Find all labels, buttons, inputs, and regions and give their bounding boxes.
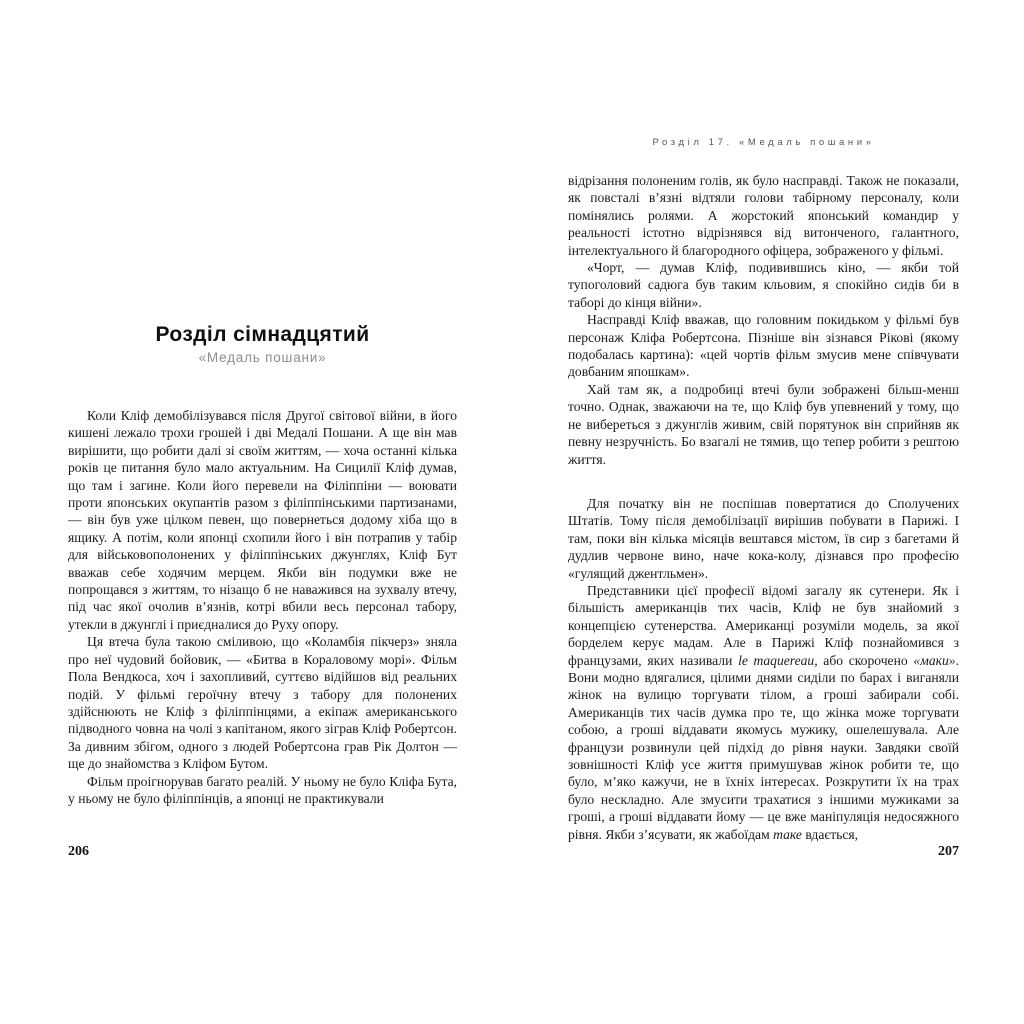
running-header: Розділ 17. «Медаль пошани» — [652, 137, 875, 148]
left-page-body-text — [68, 407, 457, 807]
text-run: Ця втеча була такою сміливою, що «Коламбія пікчерз» зняла про неї чудовий бойовик, — «Битва в Кораловому морі». Фільм Пола Вендкоса, хоч і захопливий, суттєво відійшов від реальних подій. У фільмі героїчну втечу з табору для полонених здійснюють не Кліф з філіппінцями, а екіпаж американського підводного човна на чолі з капітаном, якого зіграв Кліф Робертсон. За дивним збігом, одного з людей Робертсона грав Рік Долтон — ще до знайомства з Кліфом Бутом. — [68, 634, 457, 772]
left-page-number: 206 — [68, 844, 89, 859]
chapter-subtitle: «Медаль пошани» — [198, 350, 327, 365]
text-run: «Чорт, — думав Кліф, подивившись кіно, — якби той тупоголовий садюга був таким кльовим, я спокійно сидів би в таборі до кінця війни». — [568, 260, 959, 310]
italic-text-run: le maquereau — [738, 652, 815, 668]
text-run: Фільм проігнорував багато реалій. У ньому не було Кліфа Бута, у ньому не було філіппінців, а японці не практикували — [68, 773, 457, 806]
italic-text-run: таке — [773, 826, 802, 842]
text-run: Насправді Кліф вважав, що головним покидьком у фільмі був персонаж Кліфа Робертсона. Пізніше він зізнався Рікові (якому подобалась картина): «цей чортів фільм змусив мене співчувати довбаним япошкам». — [568, 312, 959, 380]
paragraph — [568, 172, 959, 259]
text-run: , або скорочено — [814, 652, 914, 668]
paragraph — [568, 495, 959, 582]
paragraph — [68, 773, 457, 808]
text-run: відрізання полоненим голів, як було насправді. Також не показали, як повсталі в’язні відтяли голови табірному персоналу, коли помінялись ролями. А жорстокий японський командир у реальності істотно відрізнявся від витонченого, галантного, інтелектуального й благородного офіцера, зображеного у фільмі. — [568, 173, 959, 258]
text-run: . Вони модно вдягалися, цілими днями сиділи по барах і виганяли жінок на вулицю торгувати тілом, а гроші забирали собі. Американців тих часів думка про те, що жінка може торгувати собою, а гроші віддавати якомусь мужику, ошелешувала. Але французи розвинули цей підхід до рівня науки. Завдяки своїй зовнішності Кліф усе життя примушував жінок робити те, що було, м’яко кажучи, не в їхніх інтересах. Розкрутити їх на трах було нескладно. Але змусити трахатися з іншими мужиками за гроші, а гроші віддавати йому — це вже маніпуляція недосяжного рівня. Якби з’ясувати, як жабоїдам — [568, 652, 959, 842]
paragraph — [568, 259, 959, 311]
text-run: Коли Кліф демобілізувався після Другої світової війни, в його кишені лежало трохи грошей і дві Медалі Пошани. А ще він мав вирішити, що робити далі зі своїм життям, — хоча останні кілька років це питання було мало актуальним. На Сицилії Кліф думав, що там і загине. Коли його перевели на Філіппіни — воювати проти японських окупантів разом з філіппінськими партизанами, — він був уже цілком певен, що повернеться додому хіба що в ящику. А потім, коли японці схопили його і він потрапив у табір для військовополонених у філіппінських джунглях, Кліф Бут вважав себе ходячим мерцем. Якби він подумки вже не попрощався з життям, то нізащо б не наважився на зухвалу втечу, під час якої очолив в’язнів, котрі вбили весь персонал табору, утекли в джунглі і приєдналися до Руху опору. — [68, 408, 457, 632]
text-run: Для початку він не поспішав повертатися до Сполучених Штатів. Тому після демобілізації вирішив побувати в Парижі. І там, поки він кілька місяців вештався містом, їв сир з багетами й дудлив червоне вино, наче кока-колу, дізнався про професію «гулящий джентльмен». — [568, 495, 959, 581]
text-run: вдається, — [801, 826, 859, 842]
paragraph — [68, 407, 457, 633]
paragraph — [568, 311, 959, 381]
italic-text-run: «маки» — [913, 652, 956, 668]
right-page-body-text — [568, 172, 959, 843]
paragraph — [68, 633, 457, 772]
text-run: Хай там як, а подробиці втечі були зображені більш-менш точно. Однак, зважаючи на те, що Кліф був упевнений у тому, що не вибереться з джунглів живим, свій порятунок він сприйняв як певну незручність. Бо взагалі не тямив, що тепер робити з рештою життя. — [568, 381, 959, 467]
text-run: Представники цієї професії відомі загалу як сутенери. Як і більшість американців тих часів, Кліф не був знайомий з концепцією сутенерства. Американці розуміли модель, за якої борделем керує мадам. Але в Парижі Кліф познайомився з французами, яких називали — [568, 582, 959, 668]
right-page-number: 207 — [938, 844, 959, 859]
chapter-title: Розділ сімнадцятий — [155, 323, 370, 347]
paragraph — [568, 381, 959, 468]
paragraph — [568, 582, 959, 843]
